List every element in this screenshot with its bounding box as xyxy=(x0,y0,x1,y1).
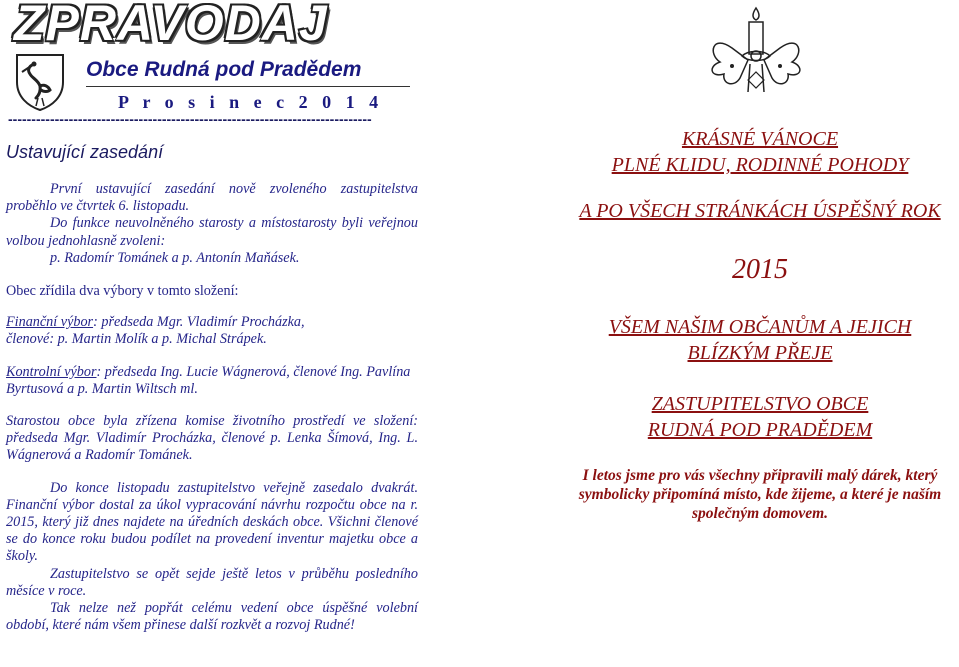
greeting-line-3: A PO VŠECH STRÁNKÁCH ÚSPĚŠNÝ ROK xyxy=(579,200,941,222)
newsletter-title: ZPRAVODAJ xyxy=(14,0,328,51)
kontrolni-vybor-text: : předseda Ing. Lucie Wágnerová, členové Ing. Pavlína Byrtusová a p. Martin Wiltsch ml. xyxy=(6,363,411,397)
kontrolni-vybor-label: Kontrolní výbor xyxy=(6,363,97,380)
greeting-line-4: VŠEM NAŠIM OBČANŮM A JEJICH xyxy=(608,316,912,338)
paragraph-prani: Tak nelze než popřát celému vedení obce úspěšné volební období, které nám všem přinese další rozkvět a rozvoj Rudné! xyxy=(6,600,418,634)
financni-vybor-members: členové: p. Martin Molík a p. Michal Strápek. xyxy=(6,331,267,348)
paragraph-konec-listopadu: Do konce listopadu zastupitelstvo veřejně zasedalo dvakrát. Finanční výbor dostal za úkol vypracování návrhu rozpočtu obce na r. 2015, který již dnes najdete na úředních deskách obce. Všichni členové se do konce roku budou podílet na provedení inventur majetku obce a školy. xyxy=(6,479,418,565)
header-dashed-divider: ------------------------------------------------------------------------------ xyxy=(8,111,372,127)
financni-vybor xyxy=(6,314,418,331)
greeting-line-1: KRÁSNÉ VÁNOCE xyxy=(681,128,839,150)
left-column-body xyxy=(6,181,418,634)
greeting-block-3 xyxy=(560,391,959,443)
paragraph-zastupitelstvo: Zastupitelstvo se opět sejde ještě letos v průběhu posledního měsíce v roce. xyxy=(6,565,418,599)
section-title: Ustavující zasedání xyxy=(6,142,164,162)
financni-vybor-text: : předseda Mgr. Vladimír Procházka, xyxy=(93,314,305,331)
paragraph-intro: První ustavující zasedání nově zvoleného zastupitelstva proběhlo ve čtvrtek 6. listopadu. xyxy=(6,181,418,215)
gift-note: I letos jsme pro vás všechny připravili malý dárek, který symbolicky připomíná místo, kde žijeme, a které je naším společným domovem. xyxy=(578,467,942,522)
paragraph-zvoleni: p. Radomír Tománek a p. Antonín Maňásek. xyxy=(50,249,300,266)
issue-month: P r o s i n e c 2 0 1 4 xyxy=(118,92,384,112)
greeting-block-2 xyxy=(560,314,959,366)
stork-crest-icon xyxy=(14,52,66,112)
financni-vybor-label: Finanční výbor xyxy=(6,314,94,331)
greeting-block-1 xyxy=(560,126,959,178)
greeting-line-7: RUDNÁ POD PRADĚDEM xyxy=(647,419,873,441)
paragraph-komise: Starostou obce byla zřízena komise životního prostředí ve složení: předseda Mgr. Vladimír Procházka, členové p. Lenka Šímová, Ing. L. Wágnerová a Radomír Tománek. xyxy=(6,413,418,464)
subtitle-divider xyxy=(86,86,410,87)
greeting-year: 2015 xyxy=(732,254,788,285)
greeting-line-6: ZASTUPITELSTVO OBCE xyxy=(651,393,869,415)
paragraph-vybory: Obec zřídila dva výbory v tomto složení: xyxy=(6,283,239,300)
greeting-line-2: PLNÉ KLIDU, RODINNÉ POHODY xyxy=(611,154,909,176)
kontrolni-vybor xyxy=(6,364,418,398)
greeting-line-5: BLÍZKÝM PŘEJE xyxy=(687,342,833,364)
paragraph-funkce: Do funkce neuvolněného starosty a místostarosty byli veřejnou volbou jednohlasně zvoleni: xyxy=(6,215,418,249)
christmas-candle-ornament-icon xyxy=(702,4,810,100)
newsletter-subtitle: Obce Rudná pod Pradědem xyxy=(86,58,362,81)
